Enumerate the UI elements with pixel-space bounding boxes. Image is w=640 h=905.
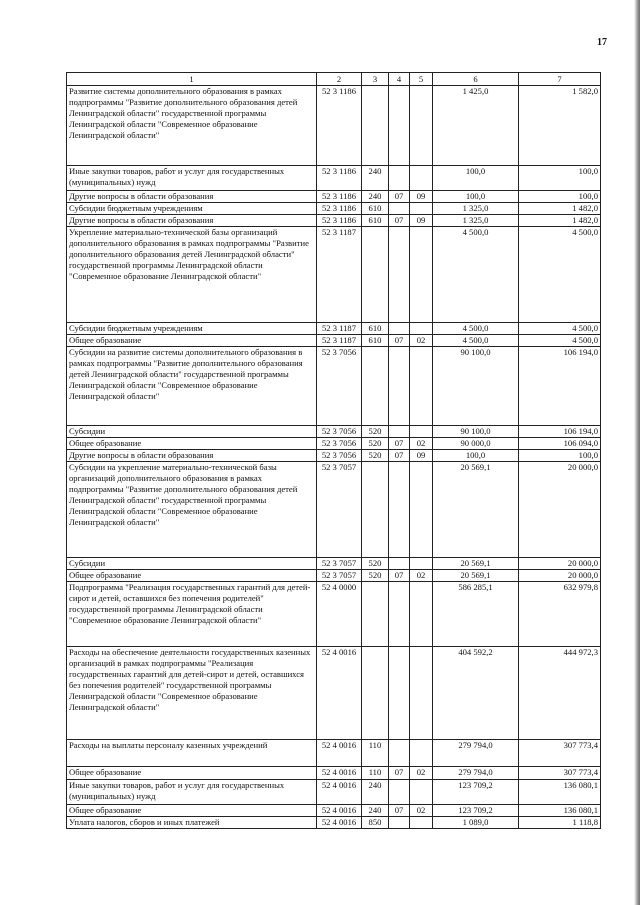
cell-expense-type: 610 — [362, 335, 389, 347]
header-col-7: 7 — [519, 73, 601, 86]
cell-amount-year-2: 136 080,1 — [519, 780, 601, 805]
cell-subsection: 02 — [410, 335, 433, 347]
cell-amount-year-1: 586 285,1 — [433, 582, 519, 647]
table-row — [67, 740, 601, 767]
cell-amount-year-2: 444 972,3 — [519, 647, 601, 740]
cell-subsection — [410, 740, 433, 767]
cell-section — [389, 462, 410, 558]
table-row — [67, 347, 601, 426]
cell-subsection: 09 — [410, 450, 433, 462]
cell-target-code: 52 4 0016 — [317, 647, 362, 740]
cell-name: Общее образование — [67, 767, 317, 780]
cell-name: Субсидии — [67, 426, 317, 438]
cell-amount-year-1: 279 794,0 — [433, 740, 519, 767]
cell-subsection: 09 — [410, 215, 433, 227]
cell-section — [389, 817, 410, 829]
cell-expense-type: 240 — [362, 191, 389, 203]
cell-name: Иные закупки товаров, работ и услуг для государственных (муниципальных) нужд — [67, 780, 317, 805]
cell-section — [389, 780, 410, 805]
cell-name: Субсидии на развитие системы дополнительного образования в рамках подпрограммы "Развитие дополнительного образования детей Ленинградской области" государственной программы Ленинградской области "Современное образование Ленинградской области" — [67, 347, 317, 426]
cell-subsection: 02 — [410, 767, 433, 780]
page-number: 17 — [597, 37, 607, 48]
table-row — [67, 558, 601, 570]
cell-expense-type — [362, 582, 389, 647]
table-row — [67, 203, 601, 215]
cell-amount-year-2: 20 000,0 — [519, 462, 601, 558]
cell-name: Общее образование — [67, 805, 317, 817]
cell-name: Субсидии — [67, 558, 317, 570]
cell-target-code: 52 3 1186 — [317, 215, 362, 227]
cell-expense-type — [362, 462, 389, 558]
cell-amount-year-1: 100,0 — [433, 191, 519, 203]
cell-name: Другие вопросы в области образования — [67, 450, 317, 462]
cell-amount-year-2: 1 482,0 — [519, 203, 601, 215]
cell-subsection — [410, 227, 433, 323]
cell-section — [389, 166, 410, 191]
cell-expense-type: 110 — [362, 767, 389, 780]
cell-subsection — [410, 426, 433, 438]
cell-section: 07 — [389, 335, 410, 347]
cell-amount-year-2: 632 979,8 — [519, 582, 601, 647]
table-row — [67, 86, 601, 166]
cell-target-code: 52 3 1186 — [317, 86, 362, 166]
table-row — [67, 335, 601, 347]
cell-amount-year-1: 4 500,0 — [433, 323, 519, 335]
cell-target-code: 52 4 0000 — [317, 582, 362, 647]
cell-target-code: 52 4 0016 — [317, 780, 362, 805]
cell-amount-year-2: 136 080,1 — [519, 805, 601, 817]
cell-section: 07 — [389, 767, 410, 780]
cell-section: 07 — [389, 805, 410, 817]
cell-subsection — [410, 558, 433, 570]
cell-name: Расходы на обеспечение деятельности государственных казенных организаций в рамках подпрограммы "Реализация государственных гарантий для детей-сирот и детей, оставшихся без попечения родителей" государственной программы Ленинградской области "Современное образование Ленинградской области" — [67, 647, 317, 740]
cell-name: Иные закупки товаров, работ и услуг для государственных (муниципальных) нужд — [67, 166, 317, 191]
cell-section — [389, 426, 410, 438]
cell-subsection — [410, 647, 433, 740]
table-row — [67, 570, 601, 582]
cell-subsection — [410, 780, 433, 805]
cell-expense-type: 610 — [362, 215, 389, 227]
cell-name: Другие вопросы в области образования — [67, 191, 317, 203]
table-row — [67, 215, 601, 227]
header-col-6: 6 — [433, 73, 519, 86]
cell-target-code: 52 4 0016 — [317, 767, 362, 780]
cell-subsection: 02 — [410, 438, 433, 450]
cell-amount-year-1: 1 425,0 — [433, 86, 519, 166]
cell-subsection — [410, 582, 433, 647]
cell-name: Расходы на выплаты персоналу казенных учреждений — [67, 740, 317, 767]
cell-amount-year-2: 100,0 — [519, 191, 601, 203]
cell-subsection — [410, 323, 433, 335]
cell-section — [389, 647, 410, 740]
cell-subsection — [410, 462, 433, 558]
cell-expense-type — [362, 227, 389, 323]
cell-section — [389, 203, 410, 215]
cell-amount-year-1: 123 709,2 — [433, 805, 519, 817]
cell-expense-type: 610 — [362, 323, 389, 335]
cell-target-code: 52 3 1187 — [317, 323, 362, 335]
cell-section: 07 — [389, 438, 410, 450]
cell-amount-year-1: 90 000,0 — [433, 438, 519, 450]
table-row — [67, 450, 601, 462]
cell-section: 07 — [389, 570, 410, 582]
cell-target-code: 52 4 0016 — [317, 740, 362, 767]
cell-amount-year-1: 4 500,0 — [433, 227, 519, 323]
cell-name: Субсидии бюджетным учреждениям — [67, 323, 317, 335]
cell-target-code: 52 3 7057 — [317, 462, 362, 558]
cell-subsection: 02 — [410, 805, 433, 817]
header-col-5: 5 — [410, 73, 433, 86]
cell-expense-type: 520 — [362, 438, 389, 450]
table-row — [67, 426, 601, 438]
cell-amount-year-2: 307 773,4 — [519, 740, 601, 767]
header-col-3: 3 — [362, 73, 389, 86]
cell-name: Общее образование — [67, 335, 317, 347]
cell-amount-year-1: 404 592,2 — [433, 647, 519, 740]
cell-amount-year-1: 90 100,0 — [433, 426, 519, 438]
cell-section — [389, 740, 410, 767]
cell-amount-year-2: 4 500,0 — [519, 323, 601, 335]
cell-section — [389, 582, 410, 647]
cell-expense-type: 520 — [362, 426, 389, 438]
cell-amount-year-2: 1 582,0 — [519, 86, 601, 166]
cell-subsection: 09 — [410, 191, 433, 203]
scan-edge-shadow — [634, 0, 640, 905]
cell-expense-type: 850 — [362, 817, 389, 829]
table-row — [67, 817, 601, 829]
cell-expense-type: 240 — [362, 166, 389, 191]
cell-amount-year-2: 100,0 — [519, 450, 601, 462]
cell-amount-year-2: 106 194,0 — [519, 426, 601, 438]
cell-amount-year-1: 4 500,0 — [433, 335, 519, 347]
cell-amount-year-2: 307 773,4 — [519, 767, 601, 780]
cell-expense-type — [362, 86, 389, 166]
cell-amount-year-1: 279 794,0 — [433, 767, 519, 780]
cell-section: 07 — [389, 191, 410, 203]
cell-target-code: 52 3 1187 — [317, 227, 362, 323]
cell-name: Укрепление материально-технической базы организаций дополнительного образования в рамках подпрограммы "Развитие дополнительного образования детей Ленинградской области" государственной программы Ленинградской области "Современное образование Ленинградской области" — [67, 227, 317, 323]
cell-expense-type: 110 — [362, 740, 389, 767]
cell-subsection — [410, 86, 433, 166]
table-row — [67, 166, 601, 191]
header-col-4: 4 — [389, 73, 410, 86]
cell-target-code: 52 3 7056 — [317, 347, 362, 426]
cell-expense-type — [362, 347, 389, 426]
header-col-2: 2 — [317, 73, 362, 86]
cell-amount-year-1: 1 325,0 — [433, 215, 519, 227]
cell-name: Подпрограмма "Реализация государственных гарантий для детей-сирот и детей, оставшихся без попечения родителей" государственной программы Ленинградской области "Современное образование Ленинградской области" — [67, 582, 317, 647]
table-header-row — [67, 73, 601, 86]
table-row — [67, 191, 601, 203]
cell-amount-year-2: 4 500,0 — [519, 227, 601, 323]
cell-subsection — [410, 817, 433, 829]
cell-amount-year-2: 1 118,8 — [519, 817, 601, 829]
cell-subsection: 02 — [410, 570, 433, 582]
cell-amount-year-2: 106 194,0 — [519, 347, 601, 426]
cell-target-code: 52 3 7057 — [317, 570, 362, 582]
cell-target-code: 52 4 0016 — [317, 805, 362, 817]
cell-name: Субсидии бюджетным учреждениям — [67, 203, 317, 215]
cell-amount-year-2: 106 094,0 — [519, 438, 601, 450]
cell-section: 07 — [389, 450, 410, 462]
cell-amount-year-1: 1 325,0 — [433, 203, 519, 215]
table-row — [67, 582, 601, 647]
table-row — [67, 767, 601, 780]
cell-section — [389, 347, 410, 426]
cell-amount-year-2: 4 500,0 — [519, 335, 601, 347]
cell-target-code: 52 3 7056 — [317, 426, 362, 438]
cell-expense-type: 240 — [362, 805, 389, 817]
cell-amount-year-1: 20 569,1 — [433, 570, 519, 582]
budget-table — [66, 72, 601, 829]
cell-amount-year-2: 20 000,0 — [519, 570, 601, 582]
cell-subsection — [410, 166, 433, 191]
cell-name: Общее образование — [67, 570, 317, 582]
cell-target-code: 52 3 7056 — [317, 450, 362, 462]
cell-name: Развитие системы дополнительного образования в рамках подпрограммы "Развитие дополнительного образования детей Ленинградской области" государственной программы Ленинградской области "Современное образование Ленинградской области" — [67, 86, 317, 166]
cell-target-code: 52 3 1186 — [317, 203, 362, 215]
cell-target-code: 52 3 1186 — [317, 166, 362, 191]
cell-target-code: 52 3 7056 — [317, 438, 362, 450]
cell-expense-type: 520 — [362, 570, 389, 582]
cell-target-code: 52 3 1186 — [317, 191, 362, 203]
cell-subsection — [410, 347, 433, 426]
cell-expense-type: 240 — [362, 780, 389, 805]
cell-target-code: 52 3 7057 — [317, 558, 362, 570]
cell-expense-type: 520 — [362, 558, 389, 570]
cell-name: Субсидии на укрепление материально-технической базы организаций дополнительного образования в рамках подпрограммы "Развитие дополнительного образования детей Ленинградской области" государственной программы Ленинградской области "Современное образование Ленинградской области" — [67, 462, 317, 558]
cell-amount-year-1: 100,0 — [433, 166, 519, 191]
cell-amount-year-2: 1 482,0 — [519, 215, 601, 227]
cell-target-code: 52 4 0016 — [317, 817, 362, 829]
cell-name: Общее образование — [67, 438, 317, 450]
cell-subsection — [410, 203, 433, 215]
table-row — [67, 780, 601, 805]
header-col-1: 1 — [67, 73, 317, 86]
cell-amount-year-1: 1 089,0 — [433, 817, 519, 829]
cell-amount-year-2: 20 000,0 — [519, 558, 601, 570]
cell-amount-year-1: 90 100,0 — [433, 347, 519, 426]
table-row — [67, 647, 601, 740]
table-row — [67, 462, 601, 558]
cell-amount-year-1: 20 569,1 — [433, 558, 519, 570]
cell-expense-type: 610 — [362, 203, 389, 215]
cell-section — [389, 86, 410, 166]
cell-expense-type — [362, 647, 389, 740]
cell-section — [389, 558, 410, 570]
table-row — [67, 805, 601, 817]
cell-section: 07 — [389, 215, 410, 227]
cell-name: Другие вопросы в области образования — [67, 215, 317, 227]
table-row — [67, 438, 601, 450]
cell-amount-year-1: 123 709,2 — [433, 780, 519, 805]
cell-section — [389, 227, 410, 323]
cell-amount-year-1: 100,0 — [433, 450, 519, 462]
cell-section — [389, 323, 410, 335]
cell-amount-year-1: 20 569,1 — [433, 462, 519, 558]
table-row — [67, 323, 601, 335]
table-row — [67, 227, 601, 323]
cell-expense-type: 520 — [362, 450, 389, 462]
cell-target-code: 52 3 1187 — [317, 335, 362, 347]
cell-amount-year-2: 100,0 — [519, 166, 601, 191]
cell-name: Уплата налогов, сборов и иных платежей — [67, 817, 317, 829]
